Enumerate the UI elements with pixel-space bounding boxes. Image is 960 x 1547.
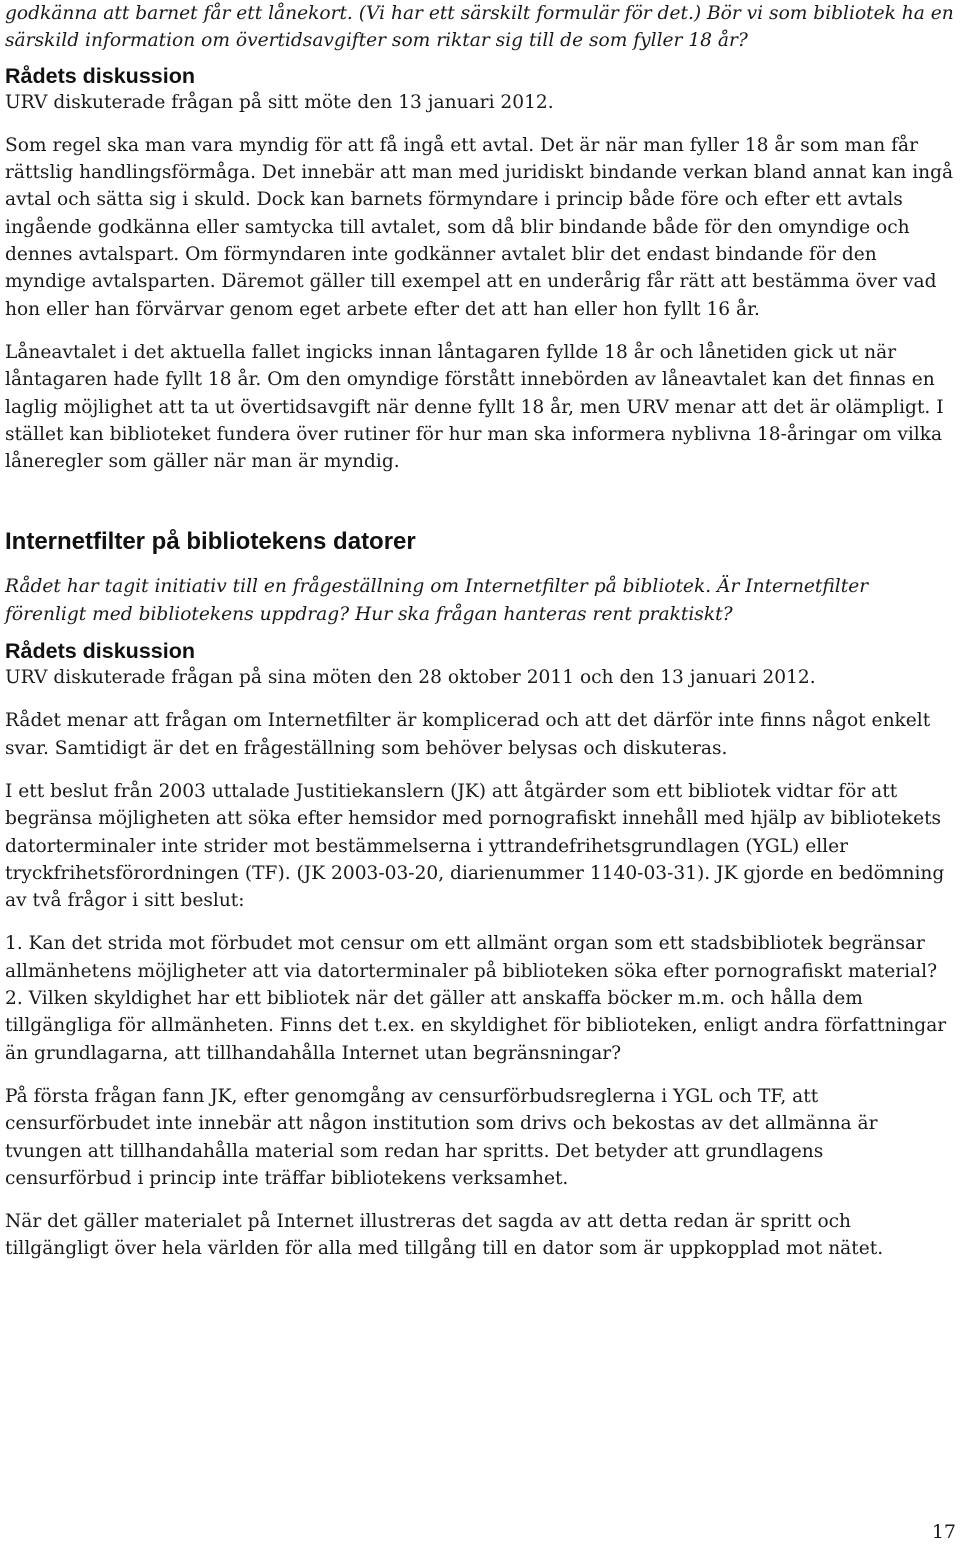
section-title: Internetfilter på bibliotekens datorer bbox=[5, 528, 416, 556]
intro-paragraph: godkänna att barnet får ett lånekort. (Vi har ett särskilt formulär för det.) Bör vi som bibliotek ha en särskild information om övertidsavgifter som riktar sig till de som fyller 18 år? bbox=[5, 3, 954, 52]
body-paragraph: Låneavtalet i det aktuella fallet ingicks innan låntagaren fyllde 18 år och lånetiden gick ut när låntagaren hade fyllt 18 år. Om den omyndige förstått innebörden av låneavtalet kan det finnas en laglig möjlighet att ta ut övertidsavgift när denne fyllt 18 år, men URV menar att det är olämpligt. I stället kan biblioteket fundera över rutiner för hur man ska informera nyblivna 18-åringar om vilka låneregler som gäller när man är myndig. bbox=[5, 341, 944, 473]
body-paragraph: Som regel ska man vara myndig för att få ingå ett avtal. Det är när man fyller 18 år som man får rättslig handlingsförmåga. Det innebär att man med juridiskt bindande verkan bland annat kan ingå avtal och sätta sig i skuld. Dock kan barnets förmyndare i princip både före och efter ett avtals ingående godkänna eller samtycka till avtalet, som då blir bindande både för den omyndige och dennes avtalspart. Om förmyndaren inte godkänner avtalet blir det endast bindande för den myndige avtalsparten. Däremot gäller till exempel att en underårig får rätt att bestämma över vad hon eller han förvärvar genom eget arbete efter det att han eller hon fyllt 16 år. bbox=[5, 134, 954, 320]
page-number: 17 bbox=[931, 1521, 956, 1543]
list-item: 2. Vilken skyldighet har ett bibliotek när det gäller att anskaffa böcker m.m. och hålla dem tillgängliga för allmänheten. Finns det t.ex. en skyldighet för biblioteken, enligt andra författningar än grundlagarna, att tillhandahålla Internet utan begränsningar? bbox=[5, 988, 947, 1064]
document-page bbox=[5, 0, 955, 1263]
meeting-line: URV diskuterade frågan på sina möten den 28 oktober 2011 och den 13 januari 2012. bbox=[5, 667, 816, 689]
list-item: 1. Kan det strida mot förbudet mot censur om ett allmänt organ som ett stadsbibliotek begränsar allmänhetens möjligheter att via datorterminaler på biblioteken söka efter pornografiskt material? bbox=[5, 933, 938, 982]
body-paragraph: På första frågan fann JK, efter genomgång av censurförbudsreglerna i YGL och TF, att censurförbudet inte innebär att någon institution som drivs och bekostas av det allmänna är tvungen att tillhandahålla material som redan har spritts. Det betyder att grundlagens censurförbud i princip inte träffar bibliotekens verksamhet. bbox=[5, 1085, 878, 1189]
question-paragraph: Rådet har tagit initiativ till en frågeställning om Internetfilter på bibliotek. Är Internetfilter förenligt med bibliotekens uppdrag? Hur ska frågan hanteras rent praktiskt? bbox=[5, 576, 869, 625]
body-paragraph: Rådet menar att frågan om Internetfilter är komplicerad och att det därför inte finns något enkelt svar. Samtidigt är det en frågeställning som behöver belysas och diskuteras. bbox=[5, 710, 931, 759]
body-paragraph: När det gäller materialet på Internet illustreras det sagda av att detta redan är spritt och tillgängligt över hela världen för alla med tillgång till en dator som är uppkopplad mot nätet. bbox=[5, 1211, 884, 1260]
meeting-line: URV diskuterade frågan på sitt möte den 13 januari 2012. bbox=[5, 91, 554, 113]
discussion-heading: Rådets diskussion bbox=[5, 63, 195, 88]
discussion-heading: Rådets diskussion bbox=[5, 639, 195, 664]
body-paragraph: I ett beslut från 2003 uttalade Justitiekanslern (JK) att åtgärder som ett bibliotek vidtar för att begränsa möjligheten att söka efter hemsidor med pornografiskt innehåll med hjälp av bibliotekets datorterminaler inte strider mot bestämmelserna i yttrandefrihetsgrundlagen (YGL) eller tryckfrihetsförordningen (TF). (JK 2003-03-20, diarienummer 1140-03-31). JK gjorde en bedömning av två frågor i sitt beslut: bbox=[5, 780, 945, 912]
